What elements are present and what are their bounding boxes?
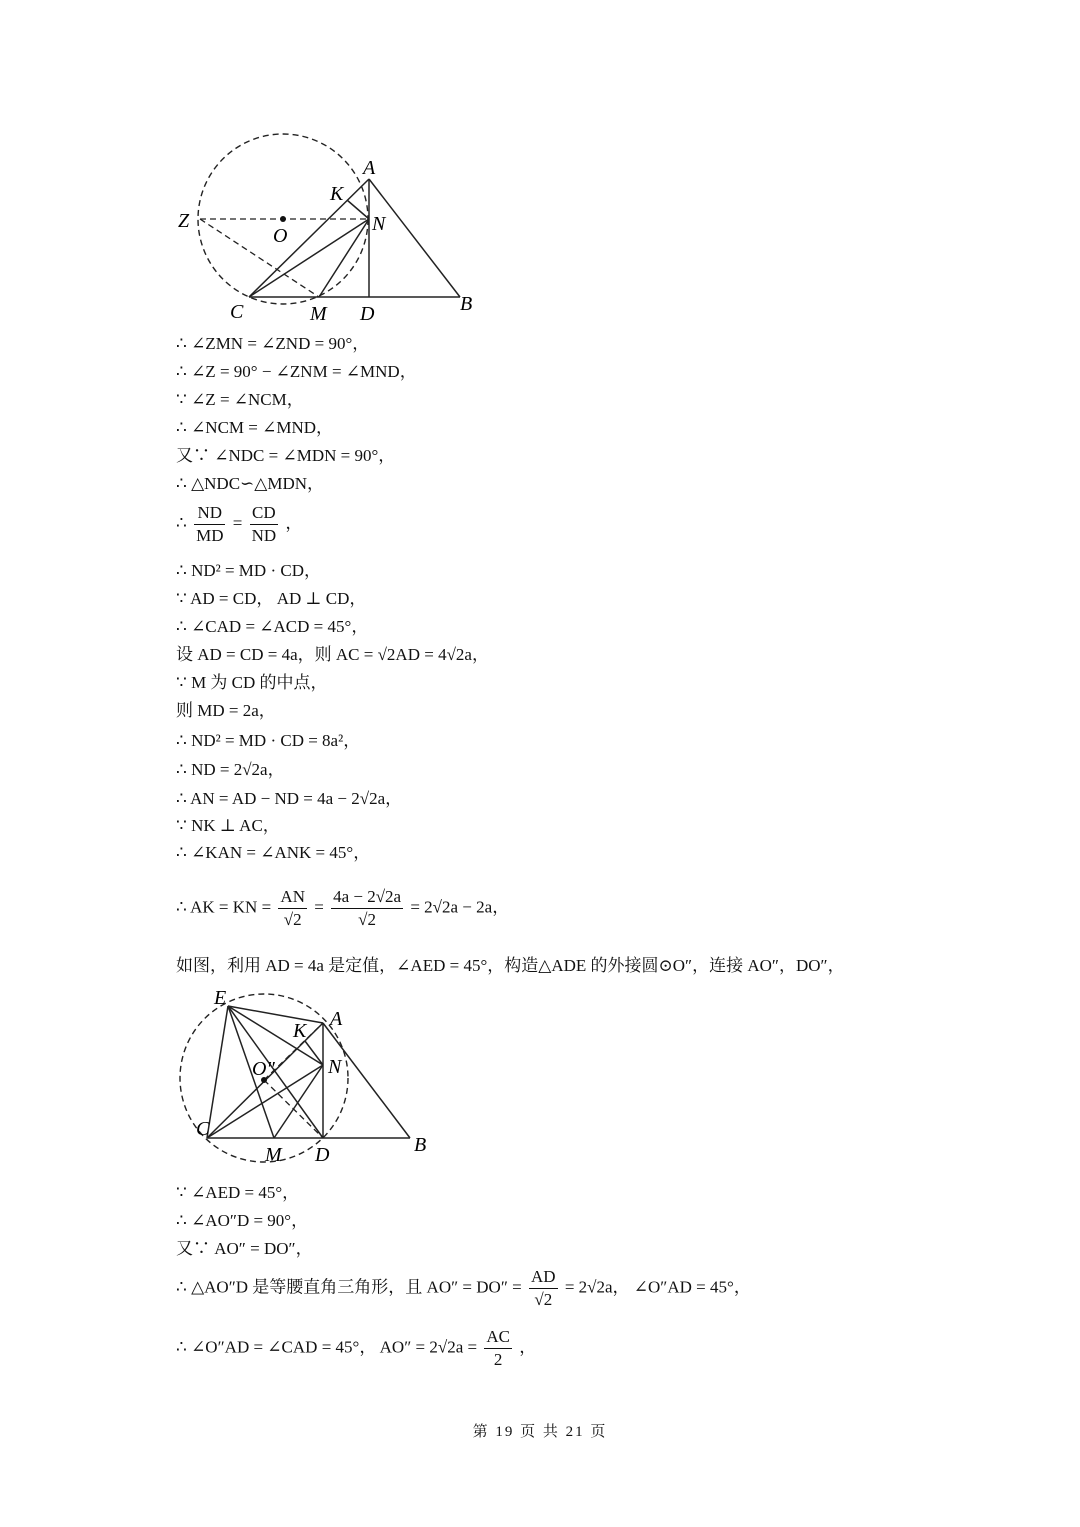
fraction-line: ∴ $\frac{ND}{MD}$ = $\frac{CD}{ND}$ ， <box>176 503 303 545</box>
text-line: 设 AD = CD = 4a，则 AC = √2AD = 4√2a， <box>176 645 489 664</box>
text-line: ∵ ∠AED = 45°， <box>176 1183 300 1202</box>
fraction-line: ∴ △AO″D 是等腰直角三角形，且 AO″ = DO″ = $\frac{AD}{√2}$ = 2√2a， ∠O″AD = 45°， <box>176 1267 751 1309</box>
text-line: ∴ ∠CAD = ∠ACD = 45°， <box>176 617 369 636</box>
text-line: 如图，利用 AD = 4a 是定值，∠AED = 45°，构造△ADE 的外接圆⊙O″，连接 AO″，DO″， <box>176 956 845 975</box>
fraction-line: ∴ AK = KN = $\frac{AN}{√2}$ = $\frac{4a - 2√2a}{√2}$ = 2√2a − 2a， <box>176 887 510 929</box>
figure-1 <box>170 130 490 325</box>
fraction: $\frac{AN}{√2}$ <box>280 887 305 929</box>
text-line: ∴ ∠NCM = ∠MND， <box>176 418 334 437</box>
text-line: 又∵ ∠NDC = ∠MDN = 90°， <box>176 446 396 465</box>
segment-cn <box>249 219 369 297</box>
figure-2 <box>170 985 440 1170</box>
segment-kn <box>305 1041 323 1065</box>
label-b: B <box>414 1134 427 1156</box>
segment-ec <box>207 1006 228 1138</box>
text-line: ∴ ND² = MD · CD = 8a²， <box>176 731 361 750</box>
text-line: 则 MD = 2a， <box>176 701 276 720</box>
page-footer: 第 19 页 共 21 页 <box>472 1424 608 1440</box>
label-d: D <box>360 303 375 325</box>
center-o-dot <box>280 216 286 222</box>
label-n: N <box>328 1056 342 1078</box>
label-a: A <box>363 157 376 179</box>
text-line: ∵ AD = CD， AD ⊥ CD， <box>176 589 367 608</box>
text-line: ∴ ∠ZMN = ∠ZND = 90°， <box>176 334 370 353</box>
text-line: ∴ △NDC∽△MDN， <box>176 474 325 493</box>
text-line: ∵ NK ⊥ AC， <box>176 816 280 835</box>
segment-kn <box>347 200 369 219</box>
segment-mn <box>319 219 369 297</box>
label-n: N <box>372 213 386 235</box>
fraction: $\frac{AC}{2}$ <box>486 1327 510 1369</box>
label-k: K <box>330 183 344 205</box>
fraction: $\frac{AD}{√2}$ <box>531 1267 556 1309</box>
fraction-line: ∴ ∠O″AD = ∠CAD = 45°， AO″ = 2√2a = $\frac{AC}{2}$ ， <box>176 1327 537 1369</box>
label-o: O <box>273 225 288 247</box>
text-line: ∴ ND² = MD · CD， <box>176 561 321 580</box>
text-line: ∴ ∠Z = 90° − ∠ZNM = ∠MND， <box>176 362 417 381</box>
label-a: A <box>330 1008 343 1030</box>
label-m: M <box>265 1144 282 1166</box>
fraction: $\frac{CD}{ND}$ <box>251 503 277 545</box>
text-line: ∵ ∠Z = ∠NCM， <box>176 390 304 409</box>
text-line: ∴ ∠AO″D = 90°， <box>176 1211 309 1230</box>
label-z: Z <box>178 210 190 232</box>
label-m: M <box>310 303 327 325</box>
text-line: ∴ AN = AD − ND = 4a − 2√2a， <box>176 789 403 808</box>
text-line: ∵ M 为 CD 的中点， <box>176 673 328 692</box>
label-o2: O″ <box>252 1058 275 1080</box>
label-e: E <box>214 987 227 1009</box>
segment-ab <box>369 179 460 297</box>
fraction: $\frac{4a - 2√2a}{√2}$ <box>333 887 402 929</box>
label-c: C <box>230 301 244 323</box>
label-k: K <box>293 1020 307 1042</box>
segment-zm <box>200 219 319 297</box>
label-d: D <box>315 1144 330 1166</box>
text-line: 又∵ AO″ = DO″， <box>176 1239 313 1258</box>
segment-ed <box>228 1006 323 1138</box>
fraction: $\frac{ND}{MD}$ <box>196 503 224 545</box>
label-b: B <box>460 293 473 315</box>
label-c: C <box>196 1118 210 1140</box>
segment-ca <box>249 179 369 297</box>
segment-o2d <box>264 1080 323 1138</box>
text-line: ∴ ND = 2√2a， <box>176 760 285 779</box>
text-line: ∴ ∠KAN = ∠ANK = 45°， <box>176 843 371 862</box>
